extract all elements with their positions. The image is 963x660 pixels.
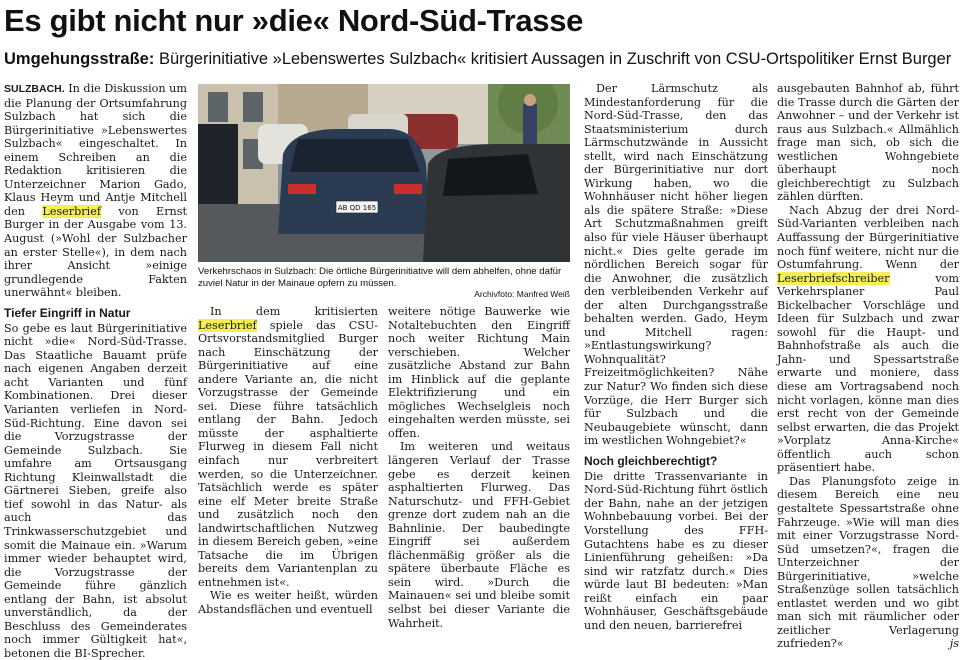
subhead-text: Bürgerinitiative »Lebenswertes Sulzbach« kritisiert Aussagen in Zuschrift von CSU-Ortspolitiker Ernst Burger: [154, 50, 952, 68]
paragraph: Wie es weiter heißt, würden Abstandsflächen und eventuell: [198, 589, 378, 617]
author-signature: js: [949, 637, 959, 651]
column-5: [777, 82, 959, 651]
paragraph: [777, 204, 959, 475]
text: von Ernst Burger in der Ausgabe vom 13. August (»Wohl der Sulzbacher an erster Stelle«), in dem nach ihrer Ansicht »einige grundlegende Fakten unerwähnt« bleiben.: [4, 204, 187, 300]
photo-caption: [198, 266, 570, 301]
column-3: [388, 305, 570, 630]
highlighted-word: Leserbrief: [198, 318, 257, 332]
section-heading: Tiefer Eingriff in Natur: [4, 305, 131, 320]
paragraph: [4, 82, 187, 300]
paragraph: So gebe es laut Bürgerinitiative nicht »die« Nord-Süd-Trasse. Das Staatliche Bauamt prüfe nach eigenen Angaben derzeit acht Varianten und fünf Kombinationen. Drei dieser Varianten verliefen in Nord-Süd-Richtung. Eine davon sei die Vorzugstrasse der Gemeinde Sulzbach. Sie umfahre am Ortsausgang Richtung Kleinwallstadt die Gärtnerei Sieben, greife also tief sowohl in das Natur- als auch das Trinkwasserschutzgebiet und somit die Mainaue ein. »Warum immer wieder behauptet wird, die Vorzugstrasse der Gemeinde führe gänzlich entlang der Bahn, ist absolut unverständlich, da der Beschluss des Gemeinderates noch immer Gültigkeit hat«, betonen die BI-Sprecher.: [4, 321, 187, 660]
paragraph: [198, 305, 378, 589]
section-heading: Noch gleichberechtigt?: [584, 453, 718, 468]
paragraph: weitere nötige Bauwerke wie Notaltebuchten den Eingriff noch weiter Richtung Main verschieben. Welcher zusätzliche Abstand zur Bahn im Hinblick auf die geplante Elektrifizierung und ein mögliches Wechselgleis noch eingehalten werden müsste, sei offen.: [388, 305, 570, 440]
column-1: [4, 82, 187, 660]
license-plate: AB QD 165: [337, 204, 377, 212]
paragraph: [777, 475, 959, 651]
subhead-kicker: Umgehungsstraße:: [4, 50, 155, 68]
column-2: [198, 305, 378, 617]
paragraph: Die dritte Trassenvariante in Nord-Süd-Richtung führt östlich der Bahn, nahe an der jetzigen Wohnbebauung vorbei. Bei der Vorstellung des FFH-Gutachtens habe es zu dieser Linienführung geheißen: »Da sind wir ratzfatz durch.« Dies würde laut BI bedeuten: »Man reißt einfach ein paar Wohnhäuser, Geschäftsgebäude und den neuen, barrierefrei: [584, 469, 768, 632]
headline: Es gibt nicht nur »die« Nord-Süd-Trasse: [4, 3, 584, 38]
text: Das Planungsfoto zeige in diesem Bereich eine neu gestaltete Spessartstraße ohne Fahrzeuge. »Wie will man dies mit einer Vorzugstrasse Nord-Süd umsetzen?«, fragen die Unterzeichner der Bürgerinitiative, »welche Straßenzüge sollen tatsächlich entlastet werden und wo gibt man sich mit räumlicher oder zeitlicher Verlagerung zufrieden?«: [777, 474, 959, 651]
column-4: [584, 82, 768, 632]
subheadline: [4, 50, 951, 69]
highlighted-word: Leserbrief: [42, 204, 101, 218]
paragraph: Im weiteren und weitaus längeren Verlauf der Trasse gebe es derzeit keinen asphaltierten Flurweg. Das Naturschutz- und FFH-Gebiet grenze dort zudem nah an die Bahnlinie. Der baubedingte Eingriff sei außerdem flächenmäßig größer als die spätere überbaute Fläche es sein wird. »Durch die Mainauen« sei und bleibe somit selbst bei dieser Variante die Wahrheit.: [388, 440, 570, 630]
paragraph: ausgebauten Bahnhof ab, führt die Trasse durch die Gärten der Anwohner – und der Verkehr ist raus aus Sulzbach.« Allmählich frage man sich, ob sich die westlichen Wohngebiete überhaupt noch gleichberechtigt zu Sulzbach zählen dürften.: [777, 82, 959, 204]
text: Nach Abzug der drei Nord-Süd-Varianten verbleiben nach Auffassung der Bürgerinitiative noch fünf weitere, nicht nur die Ostumfahrung. Wenn der: [777, 203, 959, 272]
traffic-photo: [198, 84, 570, 262]
photo-credit: Archivfoto: Manfred Weiß: [474, 289, 570, 299]
highlighted-word: Leserbriefschreiber: [777, 271, 890, 285]
dateline: SULZBACH.: [4, 83, 65, 95]
text: vom Verkehrsplaner Paul Bickelbacher Vorschläge und Ideen für Sulzbach und zwar sowohl für die Haupt- und Bahnhofstraße als auch die Jahn- und Spessartstraße erwarte und moniere, dass diese am Vortragsabend noch nicht vorlagen, könne man dies erst recht von der Gemeinde selbst erwarten, die das Projekt »Vorplatz Anna-Kirche« öffentlich auch schon präsentiert habe.: [777, 271, 959, 475]
traffic-photo-illustration: [198, 84, 570, 262]
paragraph: Der Lärmschutz als Mindestanforderung für die Nord-Süd-Trasse, den das Staatsministerium durch Lärmschutzwände in Aussicht stellt, wird nach Einschätzung der Bürgerinitiative nur dort Wirkung haben, wo die Wohnhäuser nicht höher liegen als die spätere Straße: »Diese Art Schutzmaßnahmen greift also für viele Häuser überhaupt nicht.« Dies gelte gerade im nördlichen Bereich sogar für die Anwohner, die zusätzlich den verbleibenden Verkehr auf der alten Durchgangsstraße behalten werden. Gado, Heym und Mitchell ragen: »Entlastungswirkung? Wohnqualität? Freizeitmöglichkeiten? Nähe zur Natur? Wo finden sich diese Vorzüge, die Herr Burger sich für Sulzbach und die Neubaugebiete wünscht, dann im westlichen Wohngebiet?«: [584, 82, 768, 448]
text: spiele das CSU-Ortsvorstandsmitglied Burger nach Einschätzung der Bürgerinitiative auf eine andere Variante an, die nicht Vorzugstrasse der Gemeinde sei. Diese führe tatsächlich entlang der Bahn. Jedoch müsste der asphaltierte Flurweg in diesem Fall nicht einfach nur verbreitert werden, so die Unterzeichner. Tatsächlich werde es später eine elf Meter breite Straße und zusätzlich noch den landwirtschaftlichen Nutzweg in diesem Bereich geben, »eine Tatsache die im Übrigen bereits dem Variantenplan zu entnehmen ist«.: [198, 318, 378, 589]
text: In die Diskussion um die Planung der Ortsumfahrung Sulzbach hat sich die Bürgerinitiative »Lebenswertes Sulzbach« eingeschaltet. In einem Schreiben an die Redaktion kritisieren die Unterzeichner Marion Gado, Klaus Heym und Antje Mitchell den: [4, 82, 187, 218]
caption-text: Verkehrschaos in Sulzbach: Die örtliche Bürgerinitiative will dem abhelfen, ohne dafür zuviel Natur in der Mainaue opfern zu müssen.: [198, 266, 562, 289]
text: In dem kritisierten: [210, 305, 378, 318]
